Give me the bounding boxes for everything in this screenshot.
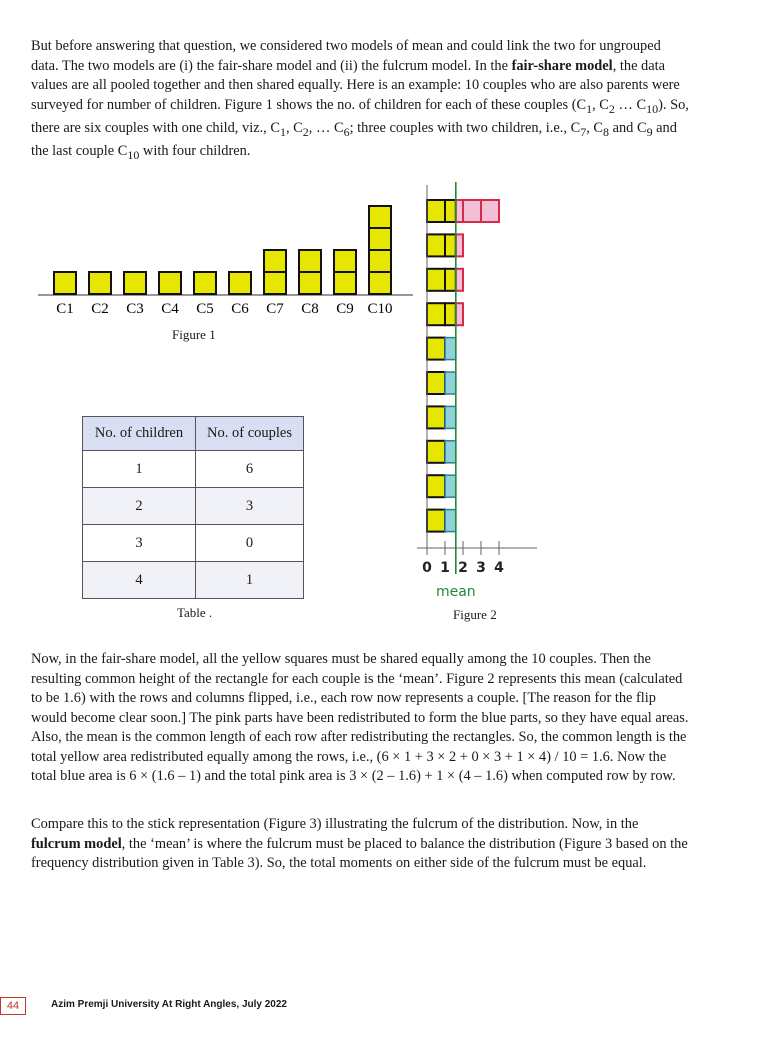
child-square [89, 272, 111, 294]
child-square [299, 272, 321, 294]
blue-part [445, 441, 456, 463]
child-square [264, 272, 286, 294]
pink-part [456, 303, 463, 325]
pink-unit [481, 200, 499, 222]
table-header-children: No. of children [83, 417, 196, 451]
blue-part [445, 372, 456, 394]
table-cell: 3 [196, 488, 304, 525]
child-square [369, 228, 391, 250]
couple-label: C9 [336, 301, 354, 317]
child-square [334, 250, 356, 272]
child-square [264, 250, 286, 272]
couple-label: C3 [126, 301, 144, 317]
page-footer [0, 997, 768, 1017]
yellow-unit [427, 475, 445, 497]
couple-label: C8 [301, 301, 319, 317]
table-row [83, 525, 304, 562]
child-square [229, 272, 251, 294]
table-header-couples: No. of couples [196, 417, 304, 451]
axis-tick-label: 2 [458, 560, 468, 576]
figure1-caption: Figure 1 [172, 327, 216, 342]
yellow-unit [427, 269, 445, 291]
table-cell: 0 [196, 525, 304, 562]
table-cell: 1 [83, 451, 196, 488]
axis-tick-label: 1 [440, 560, 450, 576]
table-row [83, 451, 304, 488]
yellow-unit [427, 372, 445, 394]
child-square [334, 272, 356, 294]
blue-part [445, 406, 456, 428]
yellow-unit [427, 406, 445, 428]
intro-paragraph: But before answering that question, we considered two models of mean and could link the two for ungrouped data. The two models are (i) the fair-share model and (ii) the fulcrum model. In the fair-share model, the data values are all pooled together and then shared equally. Here is an example: 10 couples who are also parents were surveyed for number of children. Figure 1 shows the no. of children for each of these couples ($C_1$, $C_2$ … $C_{10}$). So, there are six couples with one child, viz., $C_1$, $C_2$, … $C_6$; three couples with two children, i.e., $C_7$, $C_8$ and $C_9$ and the last couple $C_{10}$ with four children. [31, 38, 689, 163]
table-row [83, 488, 304, 525]
table-cell: 4 [83, 562, 196, 599]
yellow-unit [427, 234, 445, 256]
child-square [369, 250, 391, 272]
yellow-part [445, 269, 456, 291]
table-caption: Table . [177, 605, 213, 620]
child-square [159, 272, 181, 294]
couple-label: C7 [266, 301, 284, 317]
axis-tick-label: 0 [422, 560, 432, 576]
yellow-part [445, 234, 456, 256]
page-number: 44 [0, 997, 26, 1015]
yellow-unit [427, 441, 445, 463]
child-square [124, 272, 146, 294]
couple-label: C4 [161, 301, 179, 317]
yellow-unit [427, 338, 445, 360]
yellow-unit [427, 510, 445, 532]
figure2-rows [417, 182, 537, 600]
couple-label: C6 [231, 301, 249, 317]
blue-part [445, 510, 456, 532]
couple-label: C5 [196, 301, 214, 317]
table-cell: 6 [196, 451, 304, 488]
journal-name: Azim Premji University At Right Angles, July 2022 [51, 999, 287, 1010]
couple-label: C2 [91, 301, 109, 317]
fair-share-paragraph: Now, in the fair-share model, all the yellow squares must be shared equally among the 10 couples. Then the resulting common height of the rectangle for each couple is the ‘mean’. Figure 2 represents this mean (calculated to be 1.6) with the rows and columns flipped, i.e., each row now represents a couple. [The reason for the flip would become clear soon.] The pink parts have been redistributed to form the blue parts, so they have equal areas. Also, the mean is the common length of each row after redistributing the rectangles. So, the common length is the total yellow area redistributed equally among the rows, i.e., (6 × 1 + 3 × 2 + 0 × 3 + 1 × 4) / 10 = 1.6. Now the total blue area is 6 × (1.6 – 1) and the total pink area is 3 × (2 – 1.6) + 1 × (4 – 1.6) when computed row by row. [31, 651, 689, 784]
axis-tick-label: 3 [476, 560, 486, 576]
blue-part [445, 338, 456, 360]
child-square [194, 272, 216, 294]
figure2-caption: Figure 2 [453, 607, 497, 622]
pink-part [456, 269, 463, 291]
couple-label: C1 [56, 301, 74, 317]
blue-part [445, 475, 456, 497]
yellow-part [445, 200, 456, 222]
table-row [83, 562, 304, 599]
child-square [369, 206, 391, 228]
child-square [54, 272, 76, 294]
table-cell: 1 [196, 562, 304, 599]
couple-label: C10 [367, 301, 393, 317]
frequency-table [82, 416, 304, 599]
figure1-bars [38, 206, 413, 317]
table-cell: 3 [83, 525, 196, 562]
pink-part [456, 200, 463, 222]
pink-part [456, 234, 463, 256]
child-square [299, 250, 321, 272]
yellow-unit [427, 303, 445, 325]
pink-unit [463, 200, 481, 222]
child-square [369, 272, 391, 294]
table-cell: 2 [83, 488, 196, 525]
mean-label: mean [435, 584, 476, 600]
axis-tick-label: 4 [494, 560, 504, 576]
yellow-part [445, 303, 456, 325]
yellow-unit [427, 200, 445, 222]
fulcrum-paragraph: Compare this to the stick representation (Figure 3) illustrating the fulcrum of the distribution. Now, in the fulcrum model, the ‘mean’ is where the fulcrum must be placed to balance the distribution (Figure 3 based on the frequency distribution given in Table 3). So, the total moments on either side of the fulcrum must be equal. [31, 816, 688, 871]
